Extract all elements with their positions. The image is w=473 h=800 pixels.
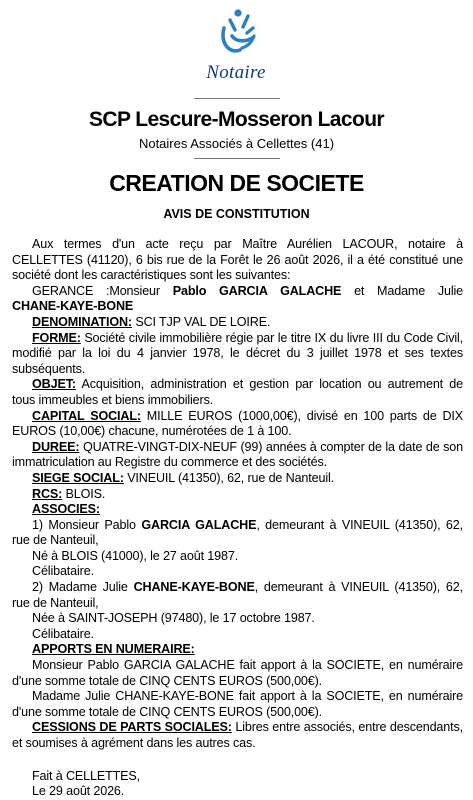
- gerance-pre: :Monsieur: [106, 283, 160, 298]
- associe-1-name: GARCIA GALACHE: [141, 517, 257, 532]
- apports-label: APPORTS EN NUMERAIRE:: [32, 642, 195, 657]
- associe-1-pre: 1) Monsieur Pablo: [32, 517, 136, 532]
- associe-1-address: , demeurant à VINEUIL (41350), 62, rue de Nanteuil,: [12, 517, 463, 548]
- duree-label: DUREE:: [32, 439, 80, 454]
- rcs-paragraph: [12, 487, 463, 503]
- apport-2: Madame Julie CHANE-KAYE-BONE fait apport à la SOCIETE, en numéraire d'une somme totale de CINQ CENTS EUROS (500,00€).: [12, 689, 463, 719]
- footer-place: Fait à CELLETTES,: [32, 768, 141, 783]
- notice-title: CREATION DE SOCIETE: [109, 170, 364, 196]
- gerance-paragraph: [12, 284, 463, 300]
- capital-value: MILLE EUROS (1000,00€), divisé en 100 parts de DIX EUROS (10,00€) chacune, numérotées de 1 à 100.: [12, 408, 463, 439]
- gerance-name-2: CHANE-KAYE-BONE: [12, 299, 134, 314]
- associe-2-name: CHANE-KAYE-BONE: [133, 580, 255, 595]
- apports-heading: [12, 642, 463, 658]
- apport-1: Monsieur Pablo GARCIA GALACHE fait apport à la SOCIETE, en numéraire d'une somme totale de CINQ CENTS EUROS (500,00€).: [12, 658, 463, 688]
- associe-1-status: Célibataire.: [32, 564, 94, 579]
- notice-body: [12, 237, 463, 800]
- duree-value: QUATRE-VINGT-DIX-NEUF (99) années à compter de la date de son immatriculation au Registre du commerce et des sociétés.: [12, 439, 463, 470]
- associe-1: [12, 518, 463, 549]
- firm-subtitle: Notaires Associés à Cellettes (41): [138, 136, 335, 151]
- intro-paragraph: Aux termes d'un acte reçu par Maître Aurélien LACOUR, notaire à CELLETTES (41120), 6 bis rue de la Forêt le 26 août 2026, il a été constitué une société dont les caractéristiques sont les suivantes:: [12, 237, 463, 283]
- notaire-logo-icon: [208, 8, 264, 60]
- denomination-label: DENOMINATION:: [32, 314, 132, 329]
- rcs-value: BLOIS.: [65, 486, 106, 501]
- objet-paragraph: [12, 377, 463, 408]
- siege-value: VINEUIL (41350), 62, rue de Nanteuil.: [127, 470, 334, 485]
- objet-value: Acquisition, administration et gestion par location ou autrement de tous immeubles et biens immobiliers.: [12, 377, 463, 407]
- duree-paragraph: [12, 440, 463, 471]
- associe-2-pre: 2) Madame Julie: [32, 580, 128, 595]
- associe-2-address: , demeurant à VINEUIL (41350), 62, rue de Nanteuil,: [12, 580, 463, 610]
- rcs-label: RCS:: [32, 486, 63, 501]
- footer-date: Le 29 août 2026.: [32, 784, 125, 799]
- forme-label: FORME:: [32, 330, 81, 345]
- capital-paragraph: [12, 409, 463, 440]
- separator: [194, 98, 280, 99]
- forme-paragraph: [12, 331, 463, 378]
- associe-2-status: Célibataire.: [32, 626, 94, 641]
- cessions-value: Libres entre associés, entre descendants, et soumises à agrément dans les autres cas.: [12, 720, 463, 750]
- gerance-paragraph-end: [12, 299, 463, 315]
- gerance-name-1: Pablo GARCIA GALACHE: [172, 283, 342, 298]
- cessions-label: CESSIONS DE PARTS SOCIALES:: [32, 720, 232, 735]
- forme-value: Société civile immobilière régie par le titre IX du livre III du Code Civil, modifié par la loi du 4 janvier 1978, le décret du 3 juillet 1978 et ses textes subséquents.: [12, 330, 463, 376]
- siege-paragraph: [12, 471, 463, 487]
- associe-1-birth: Né à BLOIS (41000), le 27 août 1987.: [32, 548, 239, 563]
- denomination-paragraph: [12, 315, 463, 331]
- notaire-logo: [186, 8, 286, 96]
- objet-label: OBJET:: [32, 377, 76, 392]
- logo-text: Notaire: [206, 62, 266, 83]
- separator: [194, 158, 280, 159]
- gerance-mid: et Madame Julie: [354, 283, 464, 298]
- associe-2: [12, 580, 463, 611]
- notice-subtitle: AVIS DE CONSTITUTION: [163, 207, 310, 221]
- associes-heading: [12, 502, 463, 518]
- spacer: [12, 752, 463, 769]
- firm-name: SCP Lescure-Mosseron Lacour: [88, 108, 384, 131]
- capital-label: CAPITAL SOCIAL:: [32, 408, 141, 423]
- gerance-label: GERANCE: [32, 283, 94, 298]
- associes-label: ASSOCIES:: [32, 502, 100, 517]
- associe-2-birth: Née à SAINT-JOSEPH (97480), le 17 octobre 1987.: [32, 611, 315, 626]
- cessions-paragraph: [12, 720, 463, 751]
- siege-label: SIEGE SOCIAL:: [32, 470, 124, 485]
- denomination-value: SCI TJP VAL DE LOIRE.: [135, 314, 271, 329]
